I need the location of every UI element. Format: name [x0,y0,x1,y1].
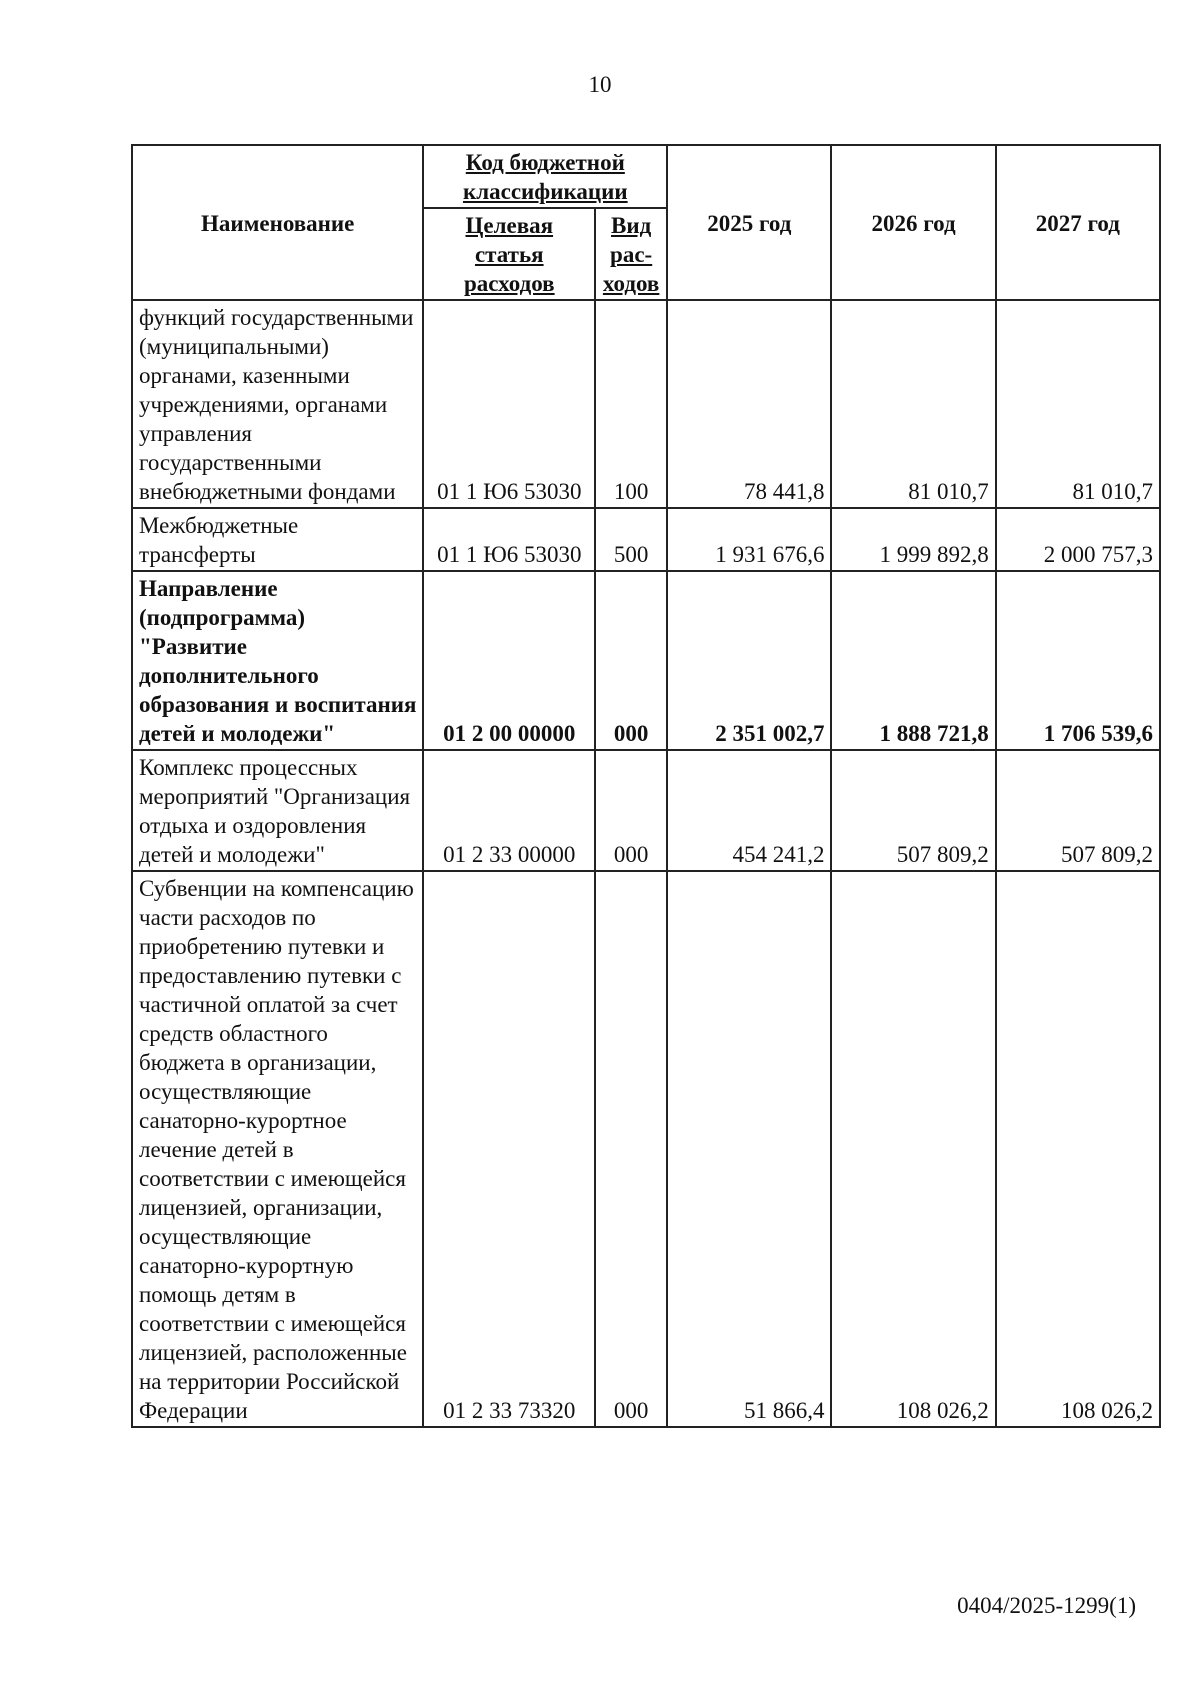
row-kind: 000 [595,571,667,750]
row-2026: 108 026,2 [831,871,995,1427]
row-2026: 1 888 721,8 [831,571,995,750]
row-2025: 1 931 676,6 [667,508,831,571]
table-row [132,750,1160,871]
row-2025: 78 441,8 [667,300,831,508]
row-2027: 108 026,2 [996,871,1160,1427]
row-2025: 454 241,2 [667,750,831,871]
row-code: 01 1 Ю6 53030 [423,508,595,571]
document-id: 0404/2025-1299(1) [957,1593,1136,1618]
row-kind: 000 [595,871,667,1427]
row-kind: 100 [595,300,667,508]
row-2027: 507 809,2 [996,750,1160,871]
page-number: 10 [588,72,612,97]
row-name: функций государственными (муниципальными) органами, казенными учреждениями, органами управления государственными внебюджетными фондами [132,300,423,508]
row-name: Комплекс процессных мероприятий "Организация отдыха и оздоровления детей и молодежи" [132,750,423,871]
header-name: Наименование [132,145,423,300]
row-2025: 2 351 002,7 [667,571,831,750]
row-2027: 81 010,7 [996,300,1160,508]
header-expense-kind-text: Вид рас-ходов [602,213,660,296]
header-budget-code [423,145,667,208]
header-budget-code-text: Код бюджетной классификации [462,150,628,204]
table-row-subprogram [132,571,1160,750]
row-name: Субвенции на компенсацию части расходов по приобретению путевки и предоставлению путевки с частичной оплатой за счет средств областного бюджета в организации, осуществляющие санаторно-курортное лечение детей в соответствии с имеющейся лицензией, организации, осуществляющие санаторно-курортную помощь детям в соответствии с имеющейся лицензией, расположенные на территории Российской Федерации [132,871,423,1427]
row-code: 01 2 33 73320 [423,871,595,1427]
row-kind: 500 [595,508,667,571]
row-2026: 81 010,7 [831,300,995,508]
row-code: 01 1 Ю6 53030 [423,300,595,508]
row-2026: 1 999 892,8 [831,508,995,571]
row-code: 01 2 00 00000 [423,571,595,750]
row-2027: 2 000 757,3 [996,508,1160,571]
header-2025: 2025 год [667,145,831,300]
header-2027: 2027 год [996,145,1160,300]
table-row [132,871,1160,1427]
row-name: Направление (подпрограмма) "Развитие дополнительного образования и воспитания детей и молодежи" [132,571,423,750]
row-2026: 507 809,2 [831,750,995,871]
table-row [132,300,1160,508]
header-2026: 2026 год [831,145,995,300]
header-target-item [423,208,595,300]
row-2027: 1 706 539,6 [996,571,1160,750]
row-kind: 000 [595,750,667,871]
header-target-item-text: Целевая статья расходов [463,213,555,296]
budget-table [131,144,1161,1428]
row-name: Межбюджетные трансферты [132,508,423,571]
header-expense-kind [595,208,667,300]
row-code: 01 2 33 00000 [423,750,595,871]
table-row [132,508,1160,571]
row-2025: 51 866,4 [667,871,831,1427]
